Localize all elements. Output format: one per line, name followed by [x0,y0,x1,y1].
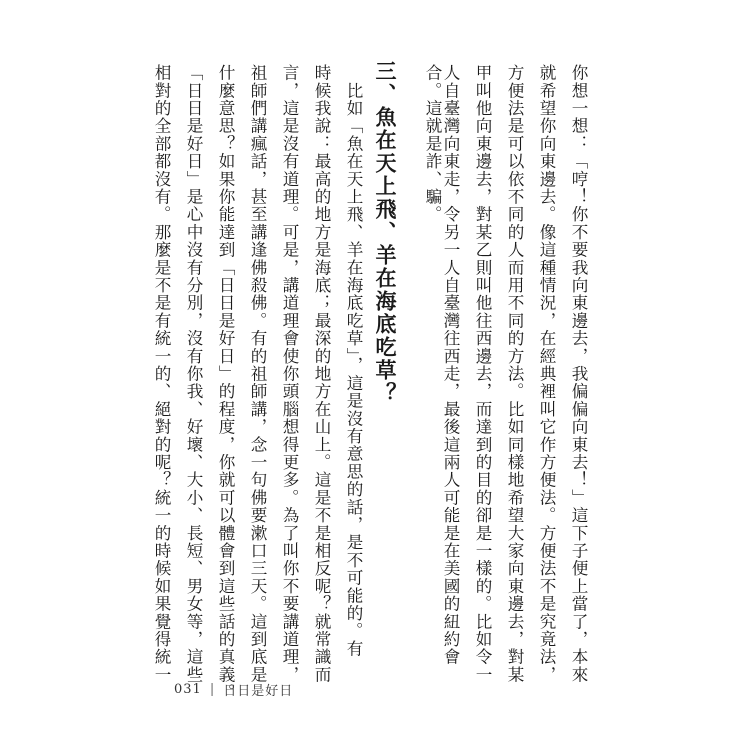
text-column: 什麼意思？如果你能達到「日日是好日」的程度，你就可以體會到這些話的真義。 [216,64,235,702]
text-column: 「日日是好日」是心中沒有分別，沒有你我、好壞、大小、長短、男女等，這些 [184,64,203,684]
text-column: 合。這就是詐、騙。 [423,64,442,224]
text-column: 人自臺灣向東走，令另一人自臺灣往西走，最後這兩人可能是在美國的紐約會 [441,64,460,666]
section-heading: 三、魚在天上飛、羊在海底吃草？ [373,60,398,405]
text-column: 比如「魚在天上飛、羊在海底吃草」，這是沒有意思的話，是不可能的。有 [344,64,363,658]
text-column: 祖師們講瘋話，甚至講逢佛殺佛。有的祖師講，念一句佛要漱口三天。這到底是 [248,64,267,684]
text-column: 就希望你向東邊去。像這種情況，在經典裡叫它作方便法。方便法不是究竟法， [537,64,556,684]
text-column: 甲叫他向東邊去，對某乙則叫他往西邊去，而達到的目的卻是一樣的。比如令一 [473,64,492,684]
text-column: 你想一想：「哼！你不要我向東邊去，我偏偏向東去！」這下子便上當了，本來 [569,64,588,684]
page-footer [174,680,293,699]
text-column: 相對的全部都沒有。那麼是不是有統一的、絕對的呢？統一的時候如果覺得統一 [152,64,171,684]
text-column: 方便法是可以依不同的人而用不同的方法。比如同樣地希望大家向東邊去，對某 [505,64,524,684]
text-column: 時候我說：最高的地方是海底；最深的地方在山上。這是不是相反呢？就常識而 [312,64,331,684]
text-column: 言，這是沒有道理。可是，講道理會使你頭腦想得更多。為了叫你不要講道理， [280,64,299,684]
footer-separator: | [209,682,216,697]
book-title: 日日是好日 [223,684,294,699]
page-number: 031 [174,682,202,697]
